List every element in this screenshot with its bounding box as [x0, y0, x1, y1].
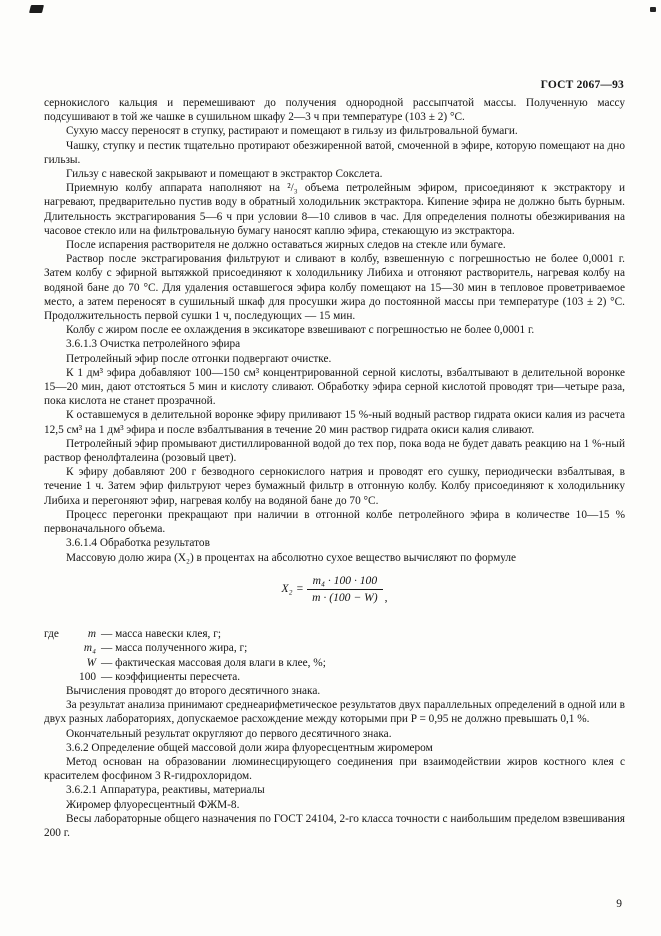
paragraph: Петролейный эфир после отгонки подвергают очистке.: [66, 352, 332, 365]
scan-artifact: [29, 5, 44, 13]
formula: [44, 574, 625, 605]
paragraph: Петролейный эфир промывают дистиллированной водой до тех пор, пока вода не будет давать реакцию на 1 %-ный раствор фенолфталеина (розовый цвет).: [44, 437, 625, 465]
clause-heading: 3.6.2 Определение общей массовой доли жира флуоресцентным жиромером: [66, 741, 433, 754]
standard-number: ГОСТ 2067—93: [540, 79, 624, 91]
paragraph: Окончательный результат округляют до первого десятичного знака.: [66, 727, 392, 740]
paragraph: Массовую долю жира (X₂) в процентах на абсолютно сухое вещество вычисляют по формуле: [66, 551, 517, 564]
paragraph: Раствор после экстрагирования фильтруют и сливают в колбу, взвешенную с погрешностью не более 0,0001 г. Затем колбу с эфирной вытяжкой присоединяют к холодильнику Либиха и отгоняют растворитель, нагревая колбу на водяной бане до 70 °С. Для удаления оставшегося эфира колбу помещают на 15—30 мин в тепловое проветриваемое место, а затем переносят в сушильный шкаф для просушки жира до постоянной массы при температуре (103 ± 2) °С. Продолжительность первой сушки 1 ч, последующих — 15 мин.: [44, 253, 625, 323]
paragraph: Весы лабораторные общего назначения по ГОСТ 24104, 2-го класса точности с наибольшим пределом взвешивания 200 г.: [44, 812, 625, 839]
formula-definitions: [44, 627, 625, 684]
scan-artifact: [650, 7, 656, 12]
paragraph: Приемную колбу аппарата наполняют на ²/₃ объема петролейным эфиром, присоединяют к экстрактору и нагревают, предварительно пустив воду в обратный холодильник экстрактора. Кипение эфира не должно быть бурным. Длительность экстрагирования 5—6 ч при условии 8—10 сливов в час. Для определения полноты обезжиривания на часовое стекло или на фильтровальную бумагу наносят каплю эфира, стекающую из экстрактора.: [44, 182, 625, 237]
clause-heading: 3.6.2.1 Аппаратура, реактивы, материалы: [66, 784, 265, 797]
definition-desc: — коэффициенты пересчета.: [101, 670, 241, 683]
formula-denominator: m · (100 − W): [312, 590, 378, 604]
definition-term: m₄: [83, 642, 96, 655]
formula-fraction: [307, 574, 382, 605]
paragraph: К 1 дм³ эфира добавляют 100—150 см³ концентрированной серной кислоты, взбалтывают в делительной воронке 15—20 мин, дают отстояться 5 мин и кислоту сливают. Обработку эфира серной кислотой проводят три—четыре раза, пока кислота не станет прозрачной.: [44, 366, 625, 408]
definition-row: [44, 641, 625, 655]
paragraph: После испарения растворителя не должно оставаться жирных следов на стекле или бумаге.: [66, 239, 506, 252]
clause-heading: 3.6.1.3 Очистка петролейного эфира: [66, 338, 241, 351]
document-body: [44, 96, 625, 840]
definition-term: 100: [79, 670, 96, 683]
paragraph: Гильзу с навеской закрывают и помещают в экстрактор Сокслета.: [66, 168, 383, 181]
formula-equals: =: [296, 582, 304, 596]
document-header: [44, 79, 624, 91]
paragraph: Вычисления проводят до второго десятичного знака.: [66, 684, 321, 697]
formula-variable: X₂: [281, 582, 293, 596]
paragraph: К оставшемуся в делительной воронке эфиру приливают 15 %-ный водный раствор гидрата окиси калия из расчета 12,5 см³ на 1 дм³ эфира и после взбалтывания в течение 20 мин раствор гидрата окиси калия сливают.: [44, 409, 625, 436]
definition-term: m: [87, 628, 96, 641]
definition-term: W: [86, 656, 96, 669]
paragraph: Чашку, ступку и пестик тщательно протирают обезжиренной ватой, смоченной в эфире, которую помещают на дно гильзы.: [44, 139, 625, 166]
paragraph: Процесс перегонки прекращают при наличии в отгонной колбе петролейного эфира в количестве 10—15 % первоначального объема.: [44, 508, 625, 536]
formula-trailing-comma: ,: [384, 590, 388, 604]
clause-heading: 3.6.1.4 Обработка результатов: [66, 537, 210, 550]
paragraph: Метод основан на образовании люминесцирующего соединения при взаимодействии жиров костного клея с красителем фосфином 3 R-гидрохлоридом.: [44, 755, 625, 783]
definition-row: [44, 656, 625, 670]
definition-desc: — масса навески клея, г;: [101, 628, 221, 641]
definition-desc: — масса полученного жира, г;: [101, 642, 248, 655]
definition-row: [44, 627, 625, 641]
paragraph: Сухую массу переносят в ступку, растирают и помещают в гильзу из фильтровальной бумаги.: [66, 125, 518, 138]
paragraph: За результат анализа принимают среднеарифметическое результатов двух параллельных определений в одной или в двух разных лабораториях, допускаемое расхождение между которыми при P = 0,95 не должно превышать 0,1 %.: [44, 699, 625, 726]
paragraph: сернокислого кальция и перемешивают до получения однородной рассыпчатой массы. Полученную массу подсушивают в той же чашке в сушильном шкафу 2—3 ч при температуре (103 ± 2) °С.: [44, 97, 625, 124]
paragraph: Жиромер флуоресцентный ФЖМ-8.: [66, 798, 240, 811]
definition-desc: — фактическая массовая доля влаги в клее, %;: [101, 656, 326, 669]
formula-numerator: m₄ · 100 · 100: [307, 574, 382, 590]
where-label: где: [44, 628, 59, 641]
paragraph: К эфиру добавляют 200 г безводного сернокислого натрия и проводят его сушку, периодически взбалтывая, в течение 1 ч. Затем эфир фильтруют через бумажный фильтр в отгонную колбу. Колбу присоединяют к холодильнику Либиха и перегоняют эфир, нагревая колбу на водяной бане до 70 °С.: [44, 466, 625, 507]
page-number: 9: [616, 898, 622, 910]
paragraph: Колбу с жиром после ее охлаждения в эксикаторе взвешивают с погрешностью не более 0,0001 г.: [66, 324, 535, 337]
definition-row: [44, 670, 625, 684]
